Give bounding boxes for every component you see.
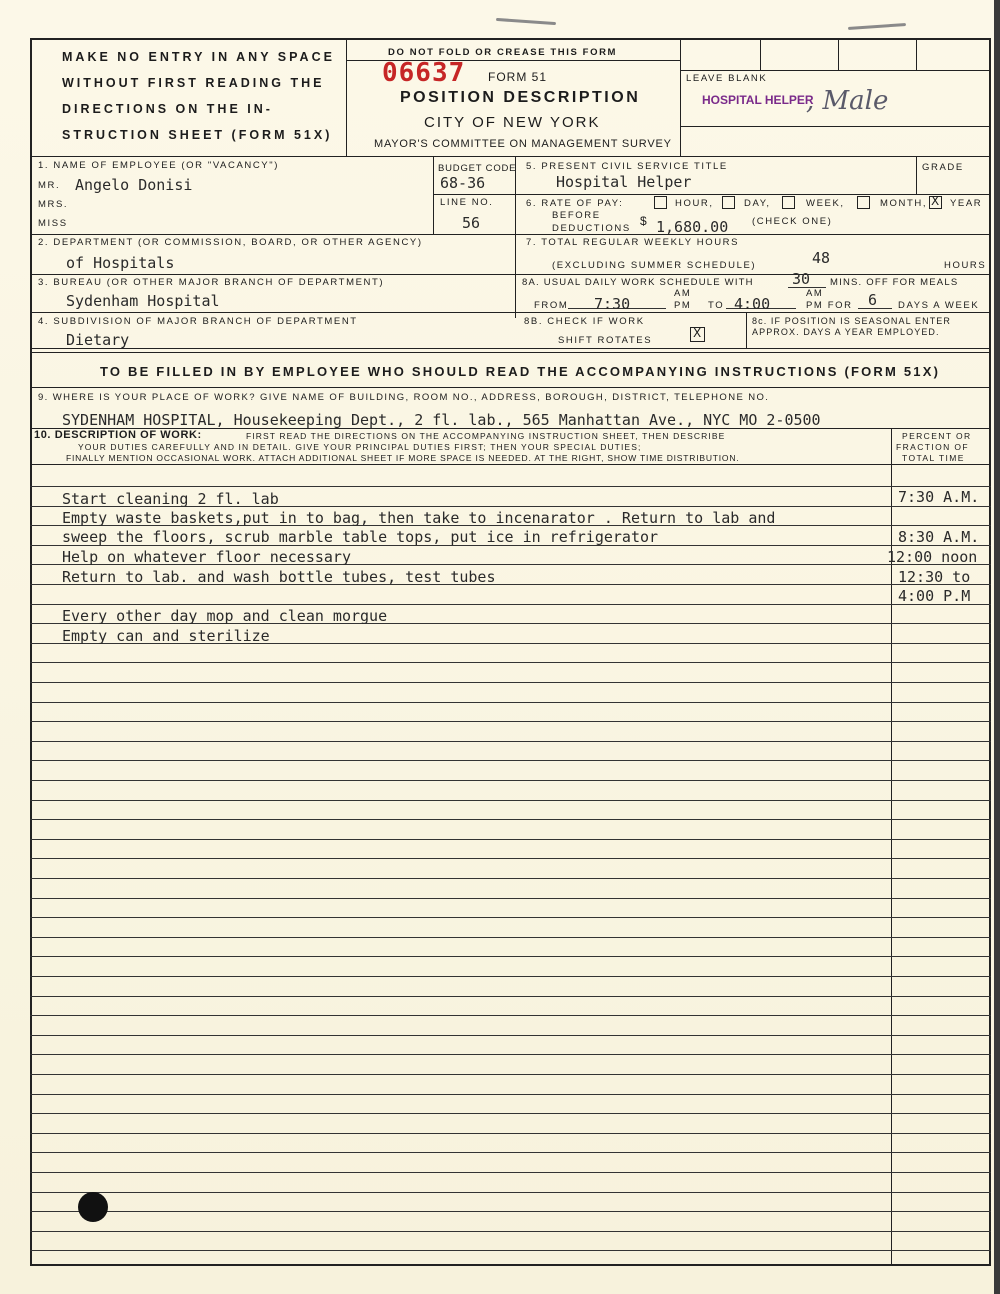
- meal-minutes: 30: [792, 270, 811, 288]
- punch-hole: [78, 1192, 108, 1222]
- civil-service-title-label: 5. PRESENT CIVIL SERVICE TITLE: [526, 161, 728, 172]
- ruled-line: [30, 1054, 991, 1055]
- subdivision-label: 4. SUBDIVISION OF MAJOR BRANCH OF DEPARTMENT: [38, 316, 358, 327]
- ruled-line: [30, 1094, 991, 1095]
- staple: [848, 23, 906, 30]
- from-label: FROM: [534, 300, 569, 311]
- percent-label-line: TOTAL TIME: [902, 453, 965, 463]
- am-label: AM: [674, 288, 692, 299]
- ruled-line: [30, 662, 991, 663]
- ruled-line: [30, 800, 991, 801]
- department: of Hospitals: [66, 254, 175, 272]
- pay-amount: 1,680.00: [656, 218, 729, 236]
- duty-time: 7:30 A.M.: [898, 488, 980, 506]
- warning-line: STRUCTION SHEET (FORM 51X): [62, 128, 333, 142]
- ruled-line: [30, 1172, 991, 1173]
- ruled-line: [30, 976, 991, 977]
- do-not-fold: DO NOT FOLD OR CREASE THIS FORM: [388, 47, 618, 58]
- form-serial-number: 06637: [382, 58, 466, 88]
- shift-label-2: SHIFT ROTATES: [558, 335, 653, 346]
- description-instruction-line: FINALLY MENTION OCCASIONAL WORK. ATTACH ADDITIONAL SHEET IF MORE SPACE IS NEEDED. AT THE RIGHT, SHOW TIME DISTRIBUTION.: [66, 453, 740, 463]
- percent-label-line: PERCENT OR: [902, 431, 972, 441]
- pm-for-label: PM FOR: [806, 300, 853, 311]
- rate-option-day: DAY,: [744, 198, 771, 209]
- ruled-line: [30, 682, 991, 683]
- checkbox-hour[interactable]: [654, 196, 667, 209]
- duty-line: Every other day mop and clean morgue: [62, 607, 388, 625]
- checkbox-year-mark: X: [931, 194, 940, 208]
- ruled-line: [30, 721, 991, 722]
- before-label: BEFORE: [552, 210, 601, 221]
- pm-label: PM: [674, 300, 692, 311]
- days-per-week: 6: [868, 291, 878, 309]
- budget-code: 68-36: [440, 174, 486, 192]
- to-label: TO: [708, 300, 725, 311]
- handwritten-sex: , Male: [806, 86, 889, 116]
- place-of-work: SYDENHAM HOSPITAL, Housekeeping Dept., 2 fl. lab., 565 Manhattan Ave., NYC MO 2-0500: [62, 411, 821, 429]
- ruled-line: [30, 1192, 991, 1193]
- schedule-label-2: MINS. OFF FOR MEALS: [830, 277, 959, 288]
- check-one-label: (CHECK ONE): [752, 216, 833, 227]
- duty-line: sweep the floors, scrub marble table tops, put ice in refrigerator: [62, 528, 659, 546]
- ruled-line: [30, 1250, 991, 1251]
- ruled-line: [30, 1231, 991, 1232]
- am-label: AM: [806, 288, 824, 299]
- ruled-line: [30, 1133, 991, 1134]
- percent-label-line: FRACTION OF: [896, 442, 970, 452]
- ruled-line: [30, 1035, 991, 1036]
- shift-check-mark: X: [693, 326, 702, 340]
- warning-line: WITHOUT FIRST READING THE: [62, 76, 325, 90]
- to-time: 4:00: [734, 295, 771, 313]
- place-of-work-label: 9. WHERE IS YOUR PLACE OF WORK? GIVE NAME OF BUILDING, ROOM NO., ADDRESS, BOROUGH, DISTRICT, TELEPHONE NO.: [38, 392, 770, 403]
- form-frame: [30, 38, 991, 1266]
- ruled-line: [30, 1113, 991, 1114]
- line-no-label: LINE NO.: [440, 197, 494, 208]
- from-time: 7:30: [594, 295, 631, 313]
- city-name: CITY OF NEW YORK: [424, 114, 601, 131]
- rate-option-month: MONTH,: [880, 198, 928, 209]
- duty-line: Empty can and sterilize: [62, 627, 270, 645]
- ruled-line: [30, 917, 991, 918]
- subdivision: Dietary: [66, 331, 130, 349]
- department-label: 2. DEPARTMENT (OR COMMISSION, BOARD, OR OTHER AGENCY): [38, 237, 423, 248]
- ruled-line: [30, 937, 991, 938]
- ruled-line: [30, 878, 991, 879]
- ruled-line: [30, 839, 991, 840]
- ruled-line: [30, 996, 991, 997]
- grade-label: GRADE: [922, 162, 964, 173]
- mr-label: MR.: [38, 180, 61, 191]
- duty-line: Return to lab. and wash bottle tubes, test tubes: [62, 568, 496, 586]
- weekly-hours-label: 7. TOTAL REGULAR WEEKLY HOURS: [526, 237, 740, 248]
- weekly-hours: 48: [812, 249, 831, 267]
- ruled-line: [30, 604, 991, 605]
- staple: [496, 18, 556, 25]
- form-id: FORM 51: [488, 70, 548, 84]
- bureau-label: 3. BUREAU (OR OTHER MAJOR BRANCH OF DEPARTMENT): [38, 277, 385, 288]
- ruled-line: [30, 858, 991, 859]
- deductions-label: DEDUCTIONS: [552, 223, 631, 234]
- rate-of-pay-label: 6. RATE OF PAY:: [526, 198, 624, 209]
- duty-time: 12:00 noon: [887, 548, 978, 566]
- budget-code-label: BUDGET CODE: [438, 163, 517, 174]
- ruled-line: [30, 702, 991, 703]
- ruled-line: [30, 486, 991, 487]
- rate-option-hour: HOUR,: [675, 198, 714, 209]
- warning-line: DIRECTIONS ON THE IN-: [62, 102, 273, 116]
- employee-name: Angelo Donisi: [75, 176, 193, 194]
- schedule-label: 8A. USUAL DAILY WORK SCHEDULE WITH: [522, 277, 754, 288]
- hours-unit: HOURS: [944, 260, 987, 271]
- title-stamp: HOSPITAL HELPER: [702, 93, 814, 107]
- description-instruction-line: YOUR DUTIES CAREFULLY AND IN DETAIL. GIVE YOUR PRINCIPAL DUTIES FIRST; THEN YOUR SPECIAL DUTIES;: [78, 442, 642, 452]
- mrs-label: MRS.: [38, 199, 69, 210]
- name-label: 1. NAME OF EMPLOYEE (OR "VACANCY"): [38, 160, 279, 171]
- checkbox-month[interactable]: [857, 196, 870, 209]
- committee-name: MAYOR'S COMMITTEE ON MANAGEMENT SURVEY: [374, 138, 672, 150]
- rate-option-year: YEAR: [950, 198, 983, 209]
- ruled-line: [30, 819, 991, 820]
- rate-option-week: WEEK,: [806, 198, 845, 209]
- scan-edge: [994, 0, 1000, 1294]
- civil-service-title: Hospital Helper: [556, 173, 692, 191]
- ruled-line: [30, 1152, 991, 1153]
- duty-line: Help on whatever floor necessary: [62, 548, 351, 566]
- leave-blank-label: LEAVE BLANK: [686, 73, 768, 84]
- weekly-hours-note: (EXCLUDING SUMMER SCHEDULE): [552, 260, 757, 271]
- checkbox-week[interactable]: [782, 196, 795, 209]
- ruled-line: [30, 1074, 991, 1075]
- duty-line: Empty waste baskets,put in to bag, then take to incenarator . Return to lab and: [62, 509, 776, 527]
- dollar-sign: $: [640, 214, 647, 228]
- miss-label: MISS: [38, 218, 68, 229]
- duty-time: 4:00 P.M: [898, 587, 971, 605]
- description-instruction-line: FIRST READ THE DIRECTIONS ON THE ACCOMPANYING INSTRUCTION SHEET, THEN DESCRIBE: [246, 431, 726, 441]
- ruled-line: [30, 898, 991, 899]
- bureau: Sydenham Hospital: [66, 292, 220, 310]
- seasonal-label: 8c. IF POSITION IS SEASONAL ENTER APPROX. DAYS A YEAR EMPLOYED.: [752, 316, 952, 337]
- ruled-line: [30, 1015, 991, 1016]
- ruled-line: [30, 760, 991, 761]
- duty-time: 8:30 A.M.: [898, 528, 980, 546]
- shift-label: 8B. CHECK IF WORK: [524, 316, 645, 327]
- days-label: DAYS A WEEK: [898, 300, 980, 311]
- description-label: 10. DESCRIPTION OF WORK:: [34, 429, 202, 441]
- checkbox-day[interactable]: [722, 196, 735, 209]
- ruled-line: [30, 780, 991, 781]
- line-no: 56: [462, 214, 481, 232]
- form-title: POSITION DESCRIPTION: [400, 89, 641, 106]
- duty-line: Start cleaning 2 fl. lab: [62, 490, 279, 508]
- ruled-line: [30, 956, 991, 957]
- duty-time: 12:30 to: [898, 568, 971, 586]
- warning-line: MAKE NO ENTRY IN ANY SPACE: [62, 50, 335, 64]
- ruled-line: [30, 741, 991, 742]
- ruled-line: [30, 1211, 991, 1212]
- instructions-banner: TO BE FILLED IN BY EMPLOYEE WHO SHOULD READ THE ACCOMPANYING INSTRUCTIONS (FORM 51X): [100, 364, 941, 379]
